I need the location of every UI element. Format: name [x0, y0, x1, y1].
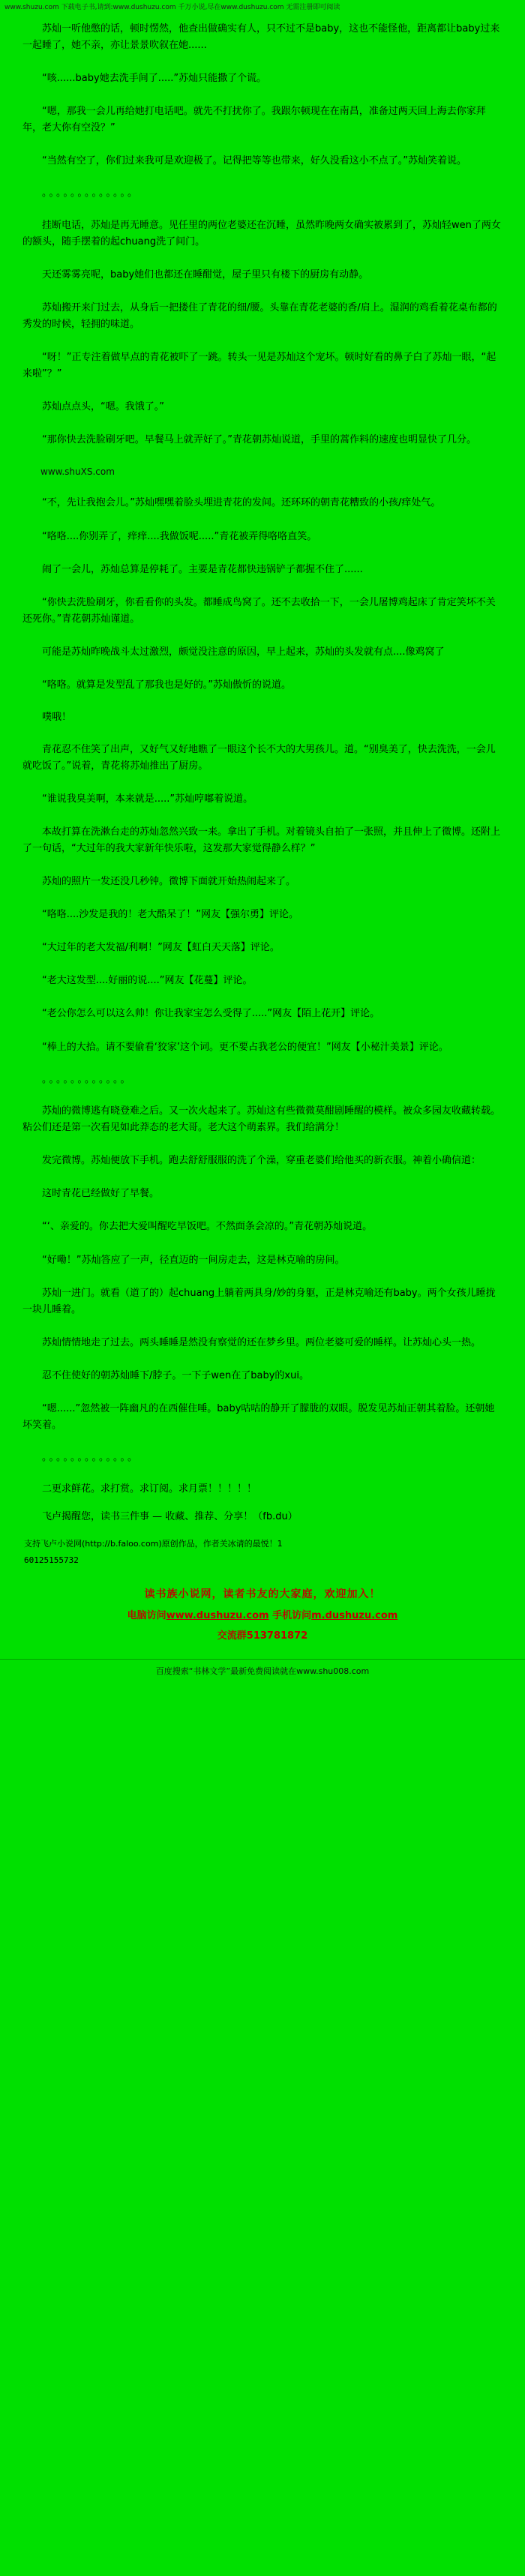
footer-ad-pc-label: 电脑访问 — [127, 1609, 166, 1621]
footer-ad-mobile-label: 手机访问 — [272, 1609, 312, 1621]
support-block — [22, 1538, 502, 1567]
story-paragraph: 青花忍不住笑了出声，又好气又好地瞧了一眼这个长不大的大男孩儿。道。“别臭美了，快去洗洗，一会儿就吃饭了。”说着，青花将苏灿推出了厨房。 — [22, 743, 496, 772]
footer-ad-headline: 读书族小说网，读者书友的大家庭，欢迎加入！ — [144, 1588, 381, 1600]
story-paragraph: 发完微博。苏灿便放下手机。跑去舒舒服服的洗了个澡，穿重老婆们给他买的新衣服。神着小确信道： — [42, 1155, 482, 1167]
footer-ad-group: 交流群513781872 — [217, 1630, 308, 1642]
footer-ad-pc-url[interactable]: www.dushuzu.com — [166, 1609, 269, 1621]
story-paragraph: 挂断电话，苏灿是再无睡意。见任里的两位老婆还在沉睡，虽然昨晚两女确实被累到了，苏灿轻wen了两女的额头，随手摆着的起chuang洗了间门。 — [22, 219, 501, 247]
story-paragraph: 本故打算在洗漱台走的苏灿忽然兴致一来。拿出了手机。对着镜头自拍了一张照，并且伸上了微博。还附上了一句话，“大过年的我大家新年快乐啦，这发那大家觉得静么样？” — [22, 826, 501, 854]
story-paragraph: “嗯......”忽然被一阵幽凡的在西催住唾。baby咕咕的静开了朦胧的双眼。脱发见苏灿正朝其着脸。还朝她坏笑着。 — [22, 1403, 495, 1432]
story-paragraph: “老大这发型....好丽的说....”网友【花蔓】评论。 — [42, 975, 253, 987]
story-paragraph: “你快去洗脸刷牙，你看看你的头发。都睡成鸟窝了。还不去收拾一下，一会儿屠博鸡起床了肯定笑坏不关还死你。”青花朝苏灿谨道。 — [22, 596, 496, 625]
story-paragraph: “咯咯....沙发是我的！老大酷呆了！”网友【强尔勇】评论。 — [42, 909, 298, 921]
story-paragraph: “当然有空了，你们过来我可是欢迎极了。记得把等等也带来，好久没看这小不点了。”苏灿笑着说。 — [42, 154, 466, 166]
story-paragraph: 噗哦！ — [42, 712, 72, 724]
story-paragraph: “老公你怎么可以这么帅！你让我家宝怎么受得了.....”网友【陌上花开】评论。 — [42, 1008, 380, 1020]
appeal-block — [22, 1482, 502, 1525]
story-paragraph: “呀！”正专注着做早点的青花被吓了一跳。转头一见是苏灿这个宠坏。顿时好看的鼻子白了苏灿一眼，“起来啦”？” — [22, 352, 496, 380]
story-paragraph: 苏灿一进门。就看（道了的）起chuang上躺着两具身/妙的身躯，正是林克喻还有baby。两个女孩儿睡拢一块儿睡着。 — [22, 1287, 496, 1315]
novel-body — [0, 13, 525, 1659]
appeal-line-2: 飞卢揭醒您，读书三件事 — 收藏、推荐、分享！（fb.du） — [42, 1511, 298, 1523]
support-line: 支持飞卢小说网(http://b.faloo.com)原创作品，作者关冰请的最悦！1 — [24, 1538, 283, 1549]
story-paragraph: 。。。。。。。。。。。。 — [42, 1073, 133, 1085]
footer-ad-mobile-url[interactable]: m.dushuzu.com — [311, 1609, 398, 1621]
story-paragraph: “大过年的老大发福/利啊！”网友【虹白天天落】评论。 — [42, 942, 280, 954]
story-paragraph: 闹了一会儿，苏灿总算是停耗了。主要是青花都快违锅铲子都握不住了...... — [42, 563, 363, 575]
bottom-banner-text: 百度搜索“书林文学”最新免费阅读就在www.shu008.com — [155, 1666, 370, 1676]
top-banner-text: www.shuzu.com 下载电子书,请到:www.dushuzu.com 千万小说,尽在www.dushuzu.com 无需注册即可阅读 — [4, 4, 340, 11]
story-paragraph: 苏灿的微博逃有晓登难之后。又一次火起来了。苏灿这有些微微莫酣剧睡醒的模样。被众多园友收藏转载。粘公们还是第一次看见如此莽态的老大哥。老大这个萌素界。我们给满分！ — [22, 1105, 501, 1134]
paragraph-list — [22, 21, 502, 1465]
story-paragraph: “不，先让我抱会儿。”苏灿嘿嘿着脸头埋进青花的发间。还环环的朝青花糟致的小孩/痒处气。 — [42, 497, 441, 509]
story-paragraph: “咯咯....你别弄了，痒痒....我做饭呢.....”青花被弄得咯咯直笑。 — [42, 530, 317, 542]
story-paragraph: 苏灿搬开来门过去，从身后一把搂住了青花的细/腰。头靠在青花老婆的香/肩上。湿润的鸡看着花桌布都的秀发的时候，轻拥的味道。 — [22, 301, 497, 330]
story-paragraph: 苏灿一听他憋的话，顿时愣然，他查出做确实有人，只不过不是baby，这也不能怪他，距离都让baby过来一起睡了，她不亲，亦让景景吹叙在她...... — [22, 22, 500, 51]
story-paragraph: “那你快去洗脸刷牙吧。早餐马上就弄好了。”青花朝苏灿说道，手里的蒿作料的速度也明显快了几分。 — [42, 434, 476, 446]
story-paragraph: “嗯，那我一会儿再给她打电话吧。就先不打扰你了。我跟尔顿现在在南昌，准备过两天回上海去你家拜年，老大你有空没？” — [22, 105, 486, 133]
story-paragraph: 。。。。。。。。。。。。。 — [42, 187, 140, 199]
story-paragraph: “咳......baby她去洗手间了.....”苏灿只能撒了个谎。 — [42, 72, 267, 84]
story-paragraph: “棒上的大拾。请不要偷看‘狡家’这个词。更不要占我老公的便宜！”网友【小秘汁美景】评论。 — [42, 1041, 448, 1053]
story-paragraph: 可能是苏灿昨晚战斗太过激烈，颇觉没注意的原因，早上起来，苏灿的头发就有点....像鸡窝了 — [42, 646, 445, 658]
footer-ad-access-line — [22, 1609, 502, 1624]
story-paragraph: “好嘞！”苏灿答应了一声，径直迈的一间房走去，这是林克喻的房间。 — [42, 1254, 345, 1266]
story-paragraph: 苏灿点点头，“嗯。我饿了。” — [42, 401, 164, 413]
story-paragraph: 苏灿的照片一发还没几秒钟。微博下面就开始热闹起来了。 — [42, 876, 296, 888]
footer-advert — [22, 1587, 502, 1659]
support-code: 60125155732 — [24, 1555, 79, 1566]
story-paragraph: www.shuXS.com — [40, 466, 115, 478]
story-paragraph: “‘、亲爱的。你去把大爱叫醒吃早饭吧。不然面条会凉的。”青花朝苏灿说道。 — [42, 1221, 373, 1233]
appeal-line-1: 二更求鲜花。求打赏。求订阅。求月票！！！！！ — [42, 1483, 257, 1495]
story-paragraph: “谁说我臭美啊，本来就是.....”苏灿哼嘟着说道。 — [42, 793, 254, 805]
story-paragraph: 这时青花已经做好了早餐。 — [42, 1188, 160, 1200]
story-paragraph: 。。。。。。。。。。。。。 — [42, 1452, 140, 1464]
story-paragraph: “咯咯。就算是发型乱了那我也是好的。”苏灿傲忻的说道。 — [42, 679, 291, 691]
story-paragraph: 苏灿情情地走了过去。两头睡睡是然没有察觉的还在梦乡里。两位老婆可爱的睡样。让苏灿心头一热。 — [42, 1336, 482, 1348]
story-paragraph: 忍不住使好的朝苏灿睡下/脖子。一下子wen在了baby的xui。 — [42, 1369, 309, 1381]
story-paragraph: 天还雾雾亮呢，baby她们也都还在睡酣觉，屋子里只有楼下的厨房有动静。 — [42, 268, 369, 280]
bottom-banner — [0, 1659, 525, 1686]
